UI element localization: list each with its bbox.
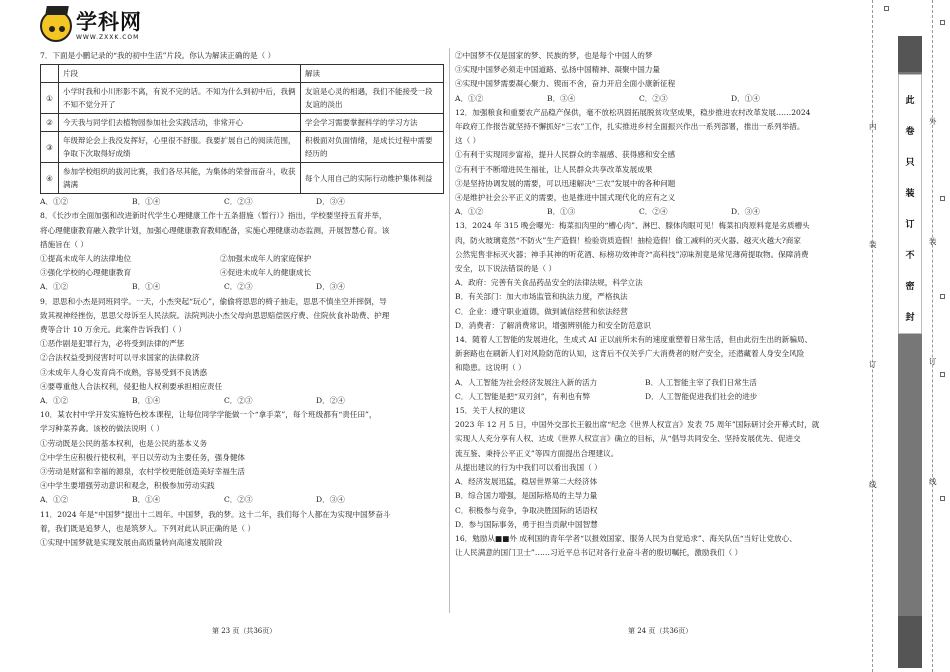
q12-stem: 12．加强粮食和重要农产品稳产保供，毫不放松巩固拓展脱贫攻坚成果，稳步推进农村改革发展……2024	[455, 107, 811, 117]
q12-item: ②有利于不断增进民生福祉，让人民群众共享改革发展成果	[455, 164, 653, 174]
margin-mark: 线	[929, 477, 937, 486]
seal-strip	[898, 36, 922, 668]
seal-text: 此 卷 只 装 订 不 密 封	[905, 96, 915, 323]
q12-item: ④是维护社会公平正义的需要，也是推进中国式现代化的应有之义	[455, 193, 676, 203]
table-row: ④ 参加学校组织的拔河比赛，我们各尽其能，为集体的荣誉而奋斗，收获满满 每个人用自己的实际行动维护集体利益	[41, 163, 444, 194]
option[interactable]: C．②③	[224, 495, 253, 505]
option[interactable]: A．人工智能为社会经济发展注入新的活力	[455, 377, 598, 387]
table-header	[41, 65, 444, 83]
option[interactable]: C．积极参与竞争，争取决胜国际的话语权	[455, 505, 598, 515]
option[interactable]: C．②④	[639, 207, 668, 217]
option[interactable]: B．人工智能主宰了我们日常生活	[645, 377, 757, 387]
margin-mark: 线	[869, 480, 877, 489]
option[interactable]: D．参与国际事务，勇于担当贡献中国智慧	[455, 519, 598, 529]
q7-options	[40, 195, 445, 209]
option[interactable]: A．政府：完善有关食品药品安全的法律法规，科学立法	[455, 278, 643, 288]
option[interactable]: C．②③	[224, 197, 253, 207]
q10-item: ②中学生应积极行使权利，平日以劳动为主要任务，强身健体	[40, 452, 246, 462]
q11-item: ④实现中国梦需要凝心聚力、锲而不舍，奋力开启全面小康新征程	[455, 79, 676, 89]
q11-item: ③实现中国梦必须走中国道路、弘扬中国精神、凝聚中国力量	[455, 65, 661, 75]
header-read: 解读	[301, 65, 444, 83]
option[interactable]: A．①②	[40, 396, 69, 406]
option[interactable]: B．①④	[132, 282, 161, 292]
option[interactable]: B．有关部门：加大市场监管和执法力度，严格执法	[455, 292, 628, 302]
q10-options	[40, 493, 445, 507]
margin-mark: 订	[869, 360, 877, 369]
margin-box	[940, 196, 945, 201]
option[interactable]: D．③④	[316, 282, 345, 292]
q8-items: ①提高未成年人的法律地位 ②加强未成年人的家庭保护	[40, 254, 312, 264]
q9-item: ①恶作剧是犯罪行为，必将受到法律的严惩	[40, 339, 185, 349]
q16-stem: 16．勉励从■■外 成利国的青年学者“以报效国家、服务人民为自觉追求”、海关队伍“当好让党放心、	[455, 533, 797, 543]
table-row: ③ 年级辩论会上我没发挥好，心里很不舒服。我要扩展自己的阅读范围，争取下次取得好成绩 积极面对负面情绪，是成长过程中需要经历的	[41, 132, 444, 163]
q9-stem: 9．思思和小杰是同班同学。一天，小杰突起“玩心”，偷偷将思思的椅子抽走，思思不慎坐空并摔倒，导	[40, 296, 387, 306]
option[interactable]: D．消费者：了解消费常识，增强辨别能力和安全防范意识	[455, 320, 651, 330]
q12-item: ③是坚持协调发展的需要，可以迅速解决“三农”发展中的各种问题	[455, 178, 676, 188]
option[interactable]: C．②③	[224, 396, 253, 406]
q11-item: ②中国梦不仅是国家的梦、民族的梦，也是每个中国人的梦	[455, 51, 653, 60]
logo-url: WWW.ZXXK.COM	[76, 34, 140, 41]
q7-stem: 7．下面是小鹏记录的“我的初中生活”片段。你认为解读正确的是（ ）	[40, 51, 276, 60]
margin-mark: 内	[869, 122, 877, 131]
option[interactable]: D．②④	[316, 396, 345, 406]
binding-line-inner	[872, 0, 873, 672]
q11-item: ①实现中国梦就是实现发展由高质量转向高速发展阶段	[40, 538, 223, 548]
right-column: ②中国梦不仅是国家的梦、民族的梦，也是每个中国人的梦 ③实现中国梦必须走中国道路、弘扬中国精神、凝聚中国力量 ④实现中国梦需要凝心聚力、锲而不舍，奋力开启全面小康新征程 A．①② B．③④ C．②③ D．①④ 12．加强粮食和重要农产品稳产保供，毫不放松巩固拓展脱贫攻坚成果，稳步推进农村改革发展……2024 年政府工作报告就坚持不懈抓好“三农”工作，扎实推进乡村全面振兴作出一系列部署，推出一系列举措。 这（ ） ①有利于实现同步富裕，提升人民群众的幸福感、获得感和安全感 ②有利于不断增进民生福祉，让人民群众共享改革发展成果 ③是坚持协调发展的需要，可以迅速解决“三农”发展中的各种问题 ④是维护社会公平正义的需要，也是推进中国式现代化的应有之义 A．①② B．①③ C．②④ D．③④ 13．2024 年 315 晚会曝光：梅菜扣肉里的“槽心肉”、淋巴、腺体肉眼可见！梅菜扣肉原料竟是劣质槽头 肉，防火玻璃竟然“不防火”生产造假！检验资质造假！抽检造假！偷工减料的灭火器、越灭火越大?商家 公然宪售非标灭火器；神手其神的听花酒、标榜功效神奇?“高科技”凉味剂竟是常见薄荷提取物。保障消费 安全，以下说法错误的是（ ） A．政府：完善有关食品药品安全的法律法规，科学立法 B．有关部门：加大市场监管和执法力度，严格执法 C．企业：遵守职业道德，做到诚信经营和依法经营 D．消费者：了解消费常识，增强辨别能力和安全防范意识 14．随着人工智能的发展进化，生成式 AI 正以前所未有的速度重塑着日常生活，但由此衍生出的新骗局、 新套路也在刷新人们对风险防范的认知，这背后不仅关乎广大消费者的财产安全，还潜藏着人身安全风险 和隐患。这说明（ ） A．人工智能为社会经济发展注入新的活力 B．人工智能主宰了我们日常生活 C．人工智能是把“双刃剑”，有利也有弊 D．人工智能促进我们社会的进步 15．关于人权的建议 2023 年 12 月 5 日，中国外交部长王毅出席“纪念《世界人权宣言》发表 75 周年”国际研讨会开幕式时，就 实现人人充分享有人权、达成《世界人权宣言》确立的目标，从“倡导共同安全、坚持发展优先、促进交 流互鉴、秉持公平正义”等四方面提出合理建议。 从提出建议的行为中我们可以看出我国（ ） A．经济发展迅猛，稳居世界第二大经济体 B．综合国力增强，是国际格局的主导力量 C．积极参与竞争，争取决胜国际的话语权 D．参与国际事务，勇于担当贡献中国智慧 16．勉励从■■外 成利国的青年学者“以报效国家、服务人民为自觉追求”、海关队伍“当好让党放心、 让人民满意的国门卫士”……习近平总书记对各行业奋斗者的殷切嘱托，激励我们（ ）	[455, 49, 863, 560]
table-row: ① 小学时我和小川形影不离，有说不完的话。不知为什么到初中后，我俩不知不觉分开了 友谊是心灵的相遇，我们不能接受一段友谊的淡出	[41, 83, 444, 114]
margin-box	[940, 294, 945, 299]
margin-box	[940, 372, 945, 377]
left-column: 7．下面是小鹏记录的“我的初中生活”片段。你认为解读正确的是（ ） 片段 解读 ① 小学时我和小川形影不离，有说不完的话。不知为什么到初中后，我俩不知不觉分开了 友谊是心灵的相遇，我们不能接受一段友谊的淡出 ② 今天我与同学们去植物园参加社会实践活动，非常开心 学会学习需要掌握科学的学习方法 ③ 年级辩论会上我没发挥好，心里很不舒服。我要扩展自己的阅读范围，争取下次取得好成绩 积极面对负面情绪，是成长过程中需要经历的 ④ 参加学校组织的拔河比赛，我们各尽其能，为集体的荣誉而奋斗，收获满满 每个人用自己的实际行动维护集体利益 A．①② B．①④ C．②③ D．③④ 8．《长沙市全面加强和改进新时代学生心理健康工作十五条措施（暂行）》指出，学校要坚持五育并举， 将心理健康教育融入教学计划，加强心理健康教育教师配备，实施心理健康动态监测，开展智慧心育。该 措施旨在（ ） ①提高未成年人的法律地位 ②加强未成年人的家庭保护 ③强化学校的心理健康教育 ④促进未成年人的健康成长 A．①② B．①④ C．②③ D．③④ 9．思思和小杰是同班同学。一天，小杰突起“玩心”，偷偷将思思的椅子抽走，思思不慎坐空并摔倒，导 致其视神经挫伤，思思父母诉至人民法院。法院判决小杰父母向思思赔偿医疗费、住院伙食补助费、护理 费等合计 10 万余元。此案件告诉我们（ ） ①恶作剧是犯罪行为，必将受到法律的严惩 ②合法权益受到侵害时可以寻求国家的法律救济 ③未成年人身心发育尚不成熟，容易受到不良诱惑 ④要尊重他人合法权利，侵犯他人权利要承担相应责任 A．①② B．①④ C．②③ D．②④ 10．某农村中学开发实施特色校本课程，让每位同学学能做一个“拿手菜”，每个班级都有“责任田”， 学习种菜养禽。该校的做法说明（ ） ①劳动既是公民的基本权利，也是公民的基本义务 ②中学生应积极行使权利，平日以劳动为主要任务，强身健体 ③劳动是财富和幸福的源泉，农村学校更能创造美好幸福生活 ④中学生要增强劳动意识和观念，积极参加劳动实践 A．①② B．①④ C．②③ D．③④ 11．2024 年是“中国梦”提出十二周年。中国梦，我的梦。这十二年，我们每个人都在为实现中国梦奋斗 着，我们既是追梦人，也是筑梦人。下列对此认识正确的是（ ） ①实现中国梦就是实现发展由高质量转向高速发展阶段	[40, 49, 445, 550]
q10-item: ④中学生要增强劳动意识和观念，积极参加劳动实践	[40, 481, 215, 491]
q9-item: ④要尊重他人合法权利，侵犯他人权利要承担相应责任	[40, 381, 223, 391]
q14-options	[455, 376, 863, 390]
option[interactable]: C．②③	[224, 282, 253, 292]
margin-box	[940, 20, 945, 25]
margin-mark: 外	[929, 117, 937, 126]
option[interactable]: A．①②	[40, 495, 69, 505]
option[interactable]: B．①④	[132, 396, 161, 406]
binding-line-outer	[932, 0, 933, 672]
q14-stem: 14．随着人工智能的发展进化，生成式 AI 正以前所未有的速度重塑着日常生活，但由此衍生出的新骗局、	[455, 335, 813, 345]
q9-item: ③未成年人身心发育尚不成熟，容易受到不良诱惑	[40, 367, 208, 377]
q10-stem: 10．某农村中学开发实施特色校本课程，让每位同学学能做一个“拿手菜”，每个班级都有“责任田”，	[40, 410, 377, 420]
table-row: ② 今天我与同学们去植物园参加社会实践活动，非常开心 学会学习需要掌握科学的学习方法	[41, 114, 444, 132]
q12-options	[455, 205, 863, 219]
q8-options	[40, 280, 445, 294]
option[interactable]: A．①②	[455, 207, 484, 217]
margin-box	[884, 6, 889, 11]
header-seg: 片段	[59, 65, 301, 83]
option[interactable]: C．企业：遵守职业道德，做到诚信经营和依法经营	[455, 306, 628, 316]
q11-stem: 11．2024 年是“中国梦”提出十二周年。中国梦，我的梦。这十二年，我们每个人都在为实现中国梦奋斗	[40, 509, 391, 519]
option[interactable]: A．①②	[455, 93, 484, 103]
option[interactable]: B．③④	[547, 93, 576, 103]
q13-stem: 13．2024 年 315 晚会曝光：梅菜扣肉里的“槽心肉”、淋巴、腺体肉眼可见！梅菜扣肉原料竟是劣质槽头	[455, 221, 810, 231]
margin-mark: 订	[929, 357, 937, 366]
q7-table	[40, 64, 444, 194]
option[interactable]: B．①③	[547, 207, 576, 217]
q9-options	[40, 394, 445, 408]
q8-stem: 8．《长沙市全面加强和改进新时代学生心理健康工作十五条措施（暂行）》指出，学校要坚持五育并举，	[40, 211, 387, 221]
option[interactable]: C．②③	[639, 93, 668, 103]
q15-stem: 2023 年 12 月 5 日，中国外交部长王毅出席“纪念《世界人权宣言》发表 75 周年”国际研讨会开幕式时，就	[455, 420, 820, 430]
page-footer-right: 第 24 页（共36页）	[628, 627, 693, 635]
option[interactable]: D．①④	[731, 93, 760, 103]
option[interactable]: D．③④	[316, 197, 345, 207]
margin-box	[940, 496, 945, 501]
option[interactable]: C．人工智能是把“双刃剑”，有利也有弊	[455, 391, 591, 401]
option[interactable]: D．③④	[731, 207, 760, 217]
q15-title: 15．关于人权的建议	[455, 406, 526, 416]
option[interactable]: D．人工智能促进我们社会的进步	[645, 391, 758, 401]
q10-item: ③劳动是财富和幸福的源泉，农村学校更能创造美好幸福生活	[40, 467, 246, 477]
option[interactable]: D．③④	[316, 495, 345, 505]
margin-mark: 装	[929, 237, 937, 246]
margin-mark: 装	[869, 240, 877, 249]
q9-item: ②合法权益受到侵害时可以寻求国家的法律救济	[40, 353, 200, 363]
option[interactable]: A．经济发展迅猛，稳居世界第二大经济体	[455, 477, 598, 487]
logo	[40, 10, 142, 42]
page-footer-left: 第 23 页（共36页）	[212, 627, 277, 635]
q11-options	[455, 92, 863, 106]
option[interactable]: B．①④	[132, 495, 161, 505]
logo-mascot-icon	[40, 10, 72, 42]
column-divider	[449, 48, 450, 613]
option[interactable]: A．①②	[40, 282, 69, 292]
option[interactable]: B．综合国力增强，是国际格局的主导力量	[455, 491, 598, 501]
logo-title: 学科网	[76, 10, 142, 34]
option[interactable]: B．①④	[132, 197, 161, 207]
option[interactable]: A．①②	[40, 197, 69, 207]
q12-item: ①有利于实现同步富裕，提升人民群众的幸福感、获得感和安全感	[455, 150, 676, 160]
q10-item: ①劳动既是公民的基本权利，也是公民的基本义务	[40, 438, 208, 448]
